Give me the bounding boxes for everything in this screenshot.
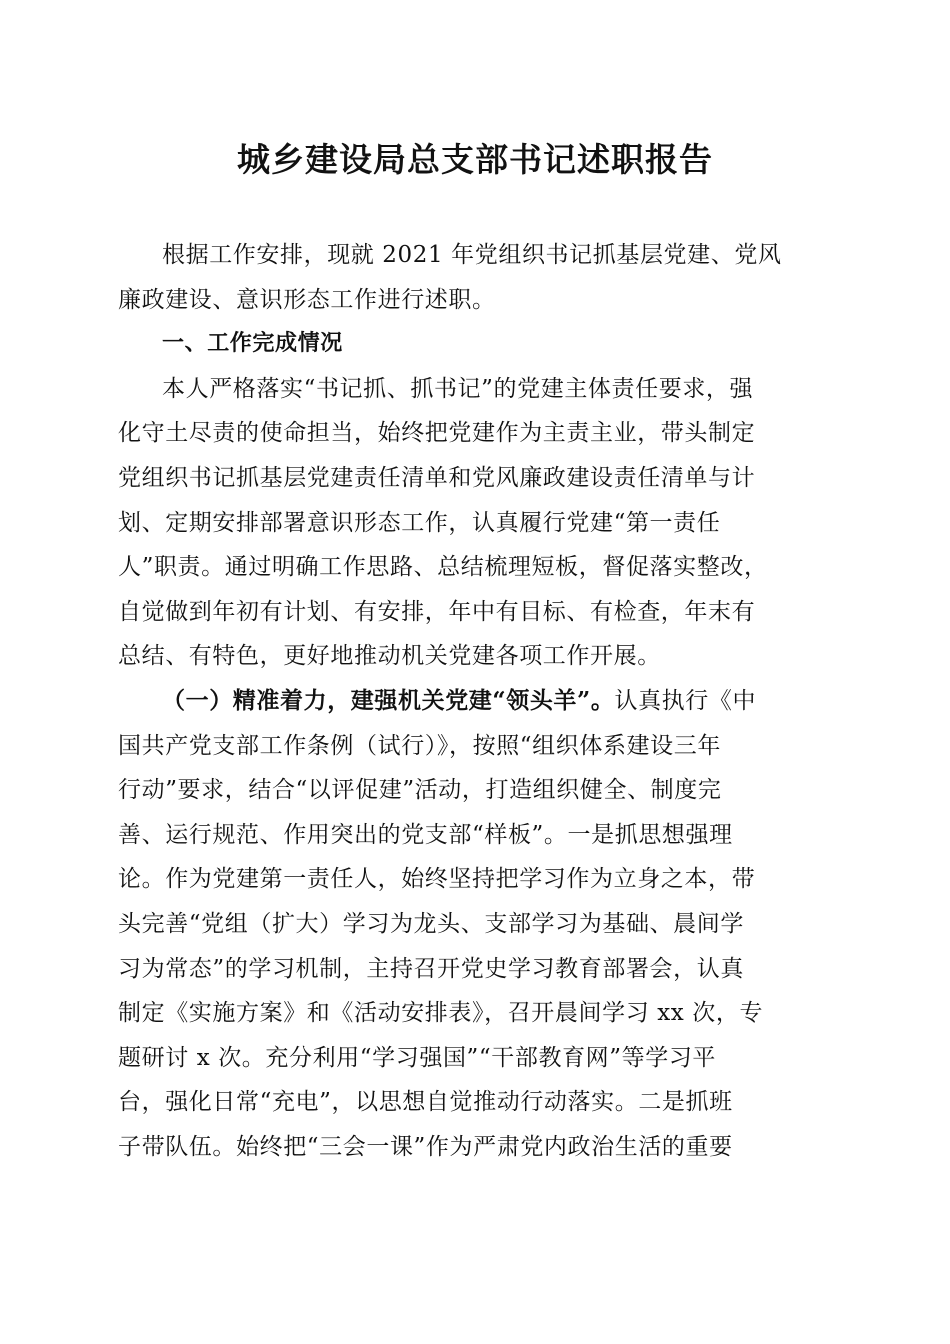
- paragraph-line: 化守土尽责的使命担当，始终把党建作为主责主业，带头制定: [118, 420, 756, 447]
- document-title: 城乡建设局总支部书记述职报告: [237, 140, 713, 179]
- paragraph-line: 题研讨 x 次。充分利用“学习强国”“干部教育网”等学习平: [118, 1044, 717, 1071]
- paragraph-line: 论。作为党建第一责任人，始终坚持把学习作为立身之本，带: [118, 866, 756, 893]
- paragraph-line: 子带队伍。始终把“三会一课”作为严肃党内政治生活的重要: [118, 1133, 733, 1160]
- paragraph-line: 善、运行规范、作用突出的党支部“样板”。一是抓思想强理: [118, 821, 733, 848]
- paragraph-line: 本人严格落实“书记抓、抓书记”的党建主体责任要求，强: [162, 375, 754, 402]
- paragraph-line: 头完善“党组（扩大）学习为龙头、支部学习为基础、晨间学: [118, 910, 744, 937]
- section-heading: 一、工作完成情况: [162, 331, 343, 357]
- subsection-heading: （一）精准着力，建强机关党建“领头羊”。: [162, 686, 615, 714]
- paragraph-line: 习为常态”的学习机制，主持召开党史学习教育部署会，认真: [118, 955, 744, 982]
- paragraph-line: 制定《实施方案》和《活动安排表》，召开晨间学习 xx 次，专: [118, 1000, 764, 1027]
- intro-line: 根据工作安排，现就 2021 年党组织书记抓基层党建、党风: [162, 242, 782, 268]
- paragraph-line: 自觉做到年初有计划、有安排，年中有目标、有检查，年末有: [118, 598, 756, 625]
- paragraph-line: 党组织书记抓基层党建责任清单和党风廉政建设责任清单与计: [118, 464, 756, 491]
- paragraph-line: 行动”要求，结合“以评促建”活动，打造组织健全、制度完: [118, 777, 722, 804]
- subsection-text: 认真执行《中: [614, 687, 757, 714]
- document-body: [118, 233, 832, 1169]
- paragraph-line: 划、定期安排部署意识形态工作，认真履行党建“第一责任: [118, 509, 721, 536]
- subsection-first-line: [118, 679, 832, 724]
- intro-line: 廉政建设、意识形态工作进行述职。: [118, 286, 496, 313]
- paragraph-line: 总结、有特色，更好地推动机关党建各项工作开展。: [118, 643, 661, 670]
- paragraph-line: 台，强化日常“充电”，以思想自觉推动行动落实。二是抓班: [118, 1089, 733, 1116]
- paragraph-line: 人”职责。通过明确工作思路、总结梳理短板，督促落实整改，: [118, 554, 768, 581]
- paragraph-line: 国共产党支部工作条例（试行）》，按照“组织体系建设三年: [118, 732, 721, 759]
